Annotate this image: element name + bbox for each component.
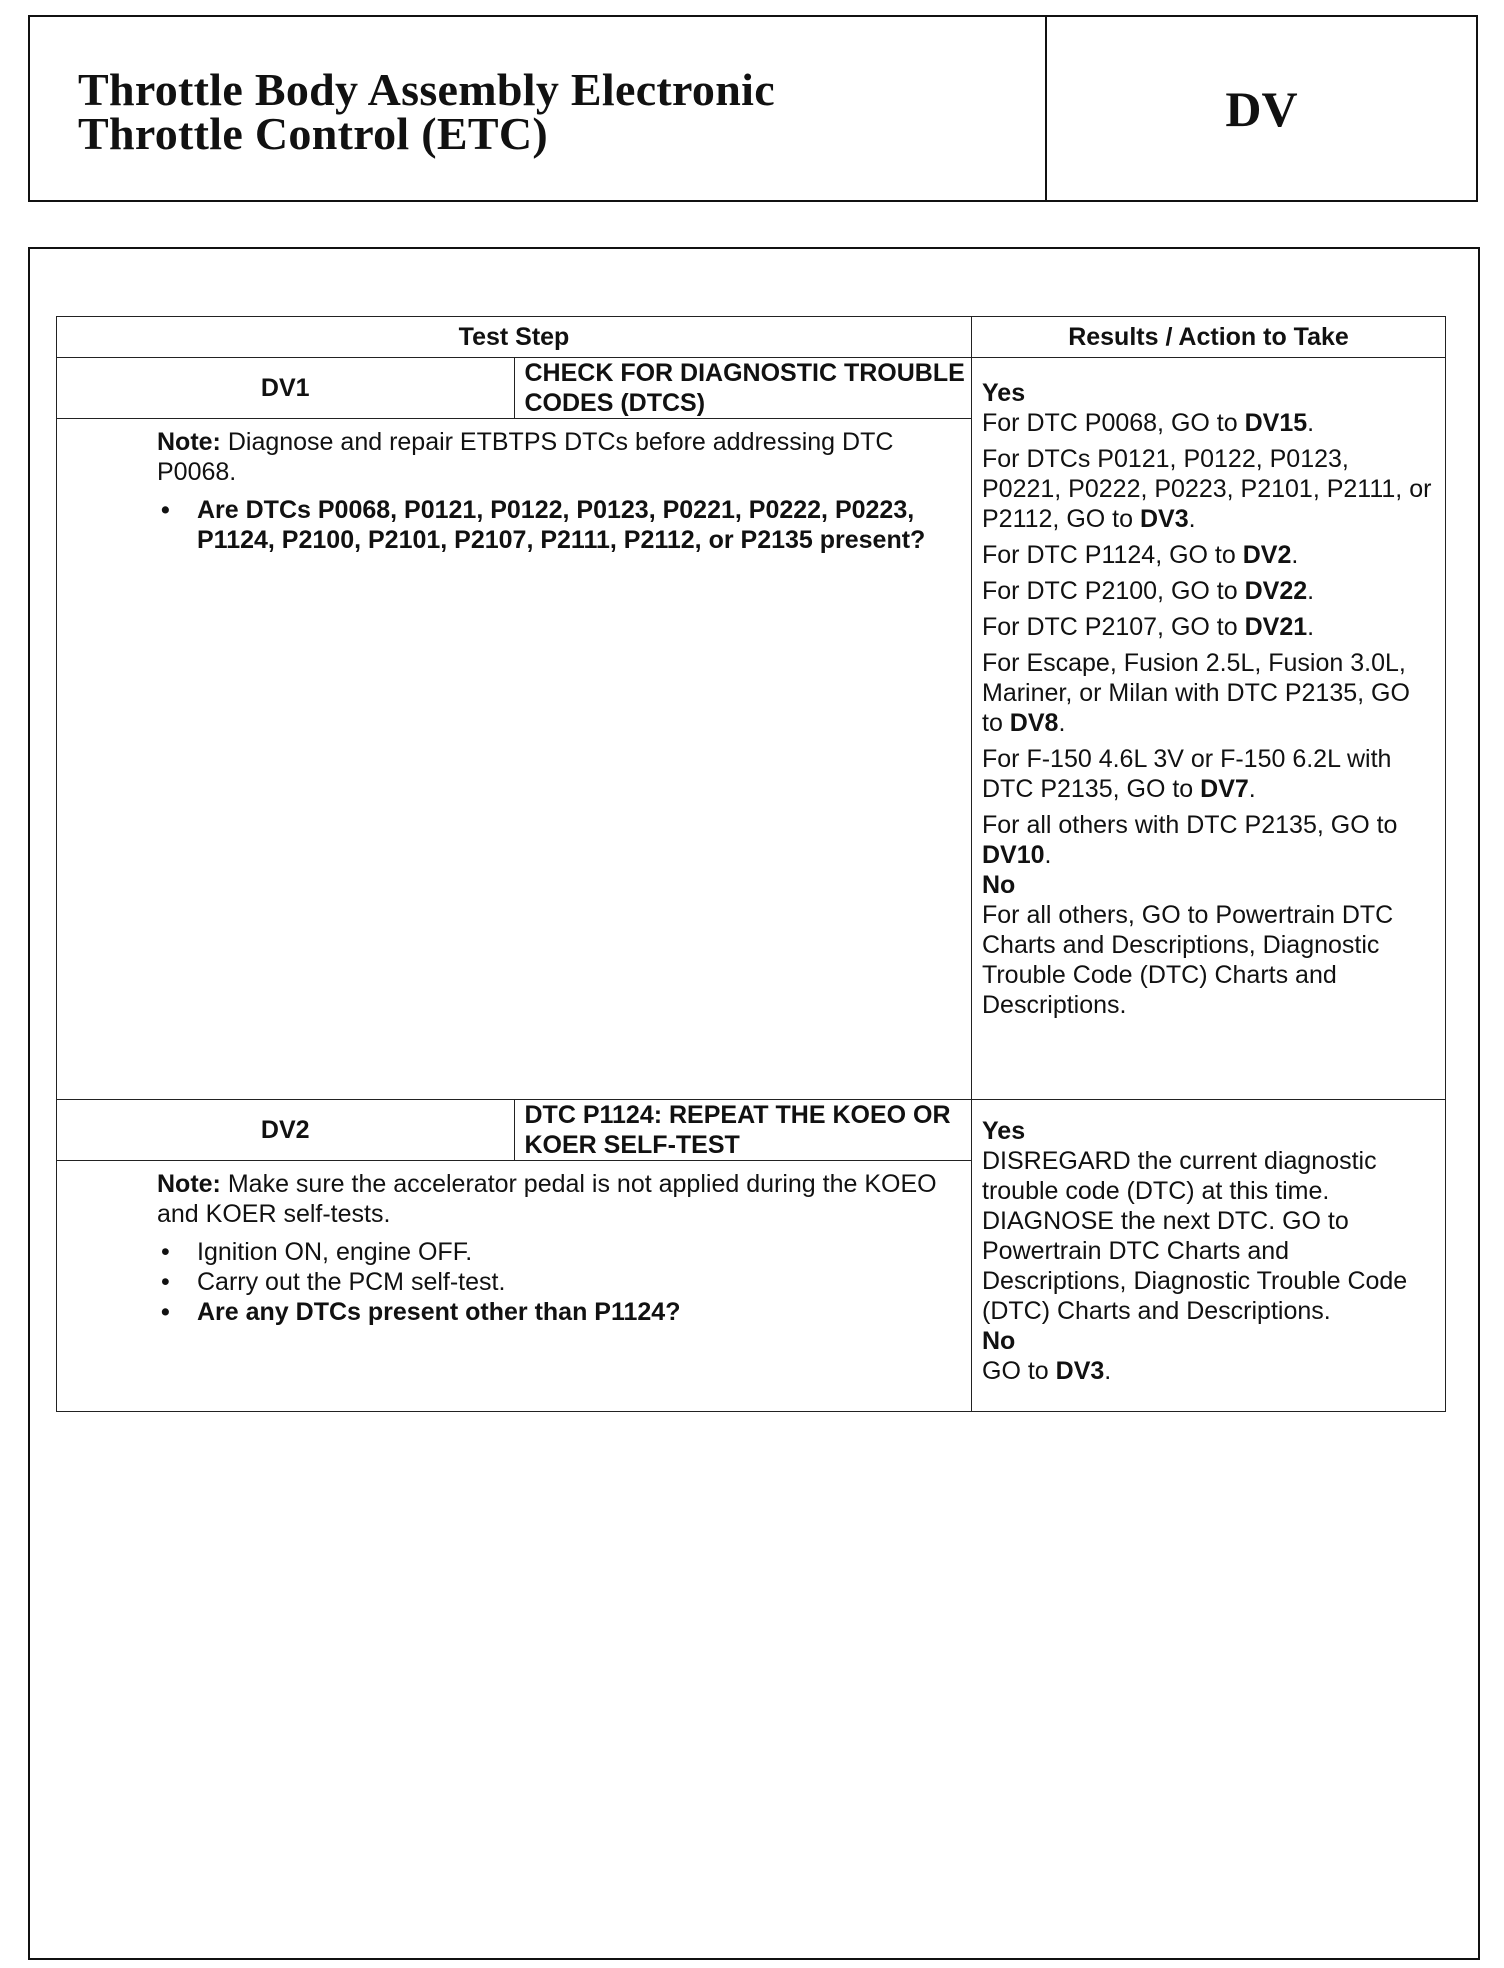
step-title-row (57, 1100, 1446, 1161)
go-to-link[interactable]: DV3 (1139, 505, 1189, 533)
step-body (57, 1161, 972, 1412)
step-id: DV1 (57, 358, 515, 419)
no-action: For all others, GO to Powertrain DTC Charts and Descriptions, Diagnostic Trouble Code (DTC) Charts and Descriptions. (982, 901, 1394, 1019)
step-note: Note: Diagnose and repair ETBTPS DTCs before addressing DTC P0068. (157, 428, 894, 486)
step-bullet-list (157, 1237, 951, 1327)
page-title-line-1: Throttle Body Assembly Electronic (78, 64, 775, 115)
go-to-link[interactable]: DV8 (1009, 709, 1059, 737)
go-to-link[interactable]: DV7 (1200, 775, 1249, 803)
result-action: For DTC P2107, GO to DV21. (982, 613, 1315, 641)
step-body (57, 419, 972, 1100)
header-box (28, 15, 1478, 202)
step-results (972, 1100, 1446, 1412)
step-note: Note: Make sure the accelerator pedal is not applied during the KOEO and KOER self-tests. (157, 1170, 937, 1228)
yes-label: Yes (982, 379, 1026, 407)
page-title-line-2: Throttle Control (ETC) (78, 108, 548, 159)
go-to-link[interactable]: DV21 (1244, 613, 1308, 641)
column-header-test-step: Test Step (57, 317, 972, 358)
go-to-link[interactable]: DV3 (1055, 1357, 1105, 1385)
step-id: DV2 (57, 1100, 515, 1161)
table-header-row (57, 317, 1446, 358)
yes-label: Yes (982, 1117, 1026, 1145)
result-action: For DTC P0068, GO to DV15. (982, 409, 1315, 437)
result-action: For DTCs P0121, P0122, P0123, P0221, P0222, P0223, P2101, P2111, or P2112, GO to DV3. (982, 445, 1432, 533)
step-results (972, 358, 1446, 1100)
result-action: For Escape, Fusion 2.5L, Fusion 3.0L, Mariner, or Milan with DTC P2135, GO to DV8. (982, 649, 1410, 737)
result-action: For F-150 4.6L 3V or F-150 6.2L with DTC P2135, GO to DV7. (982, 745, 1392, 803)
go-to-link[interactable]: DV22 (1244, 577, 1308, 605)
step-bullet: • Are any DTCs present other than P1124? (157, 1297, 951, 1327)
section-code: DV (1225, 80, 1298, 137)
yes-action: DISREGARD the current diagnostic trouble code (DTC) at this time. DIAGNOSE the next DTC. GO to Powertrain DTC Charts and Descriptions, Diagnostic Trouble Code (DTC) Charts and Descriptions. (982, 1147, 1408, 1325)
go-to-link[interactable]: DV10 (982, 841, 1045, 869)
page-title (78, 64, 1018, 159)
step-title-row (57, 358, 1446, 419)
step-title: DTC P1124: REPEAT THE KOEO OR KOER SELF-TEST (514, 1100, 972, 1161)
no-label: No (982, 871, 1016, 899)
go-to-link[interactable]: DV15 (1244, 409, 1308, 437)
step-title: CHECK FOR DIAGNOSTIC TROUBLE CODES (DTCS) (514, 358, 972, 419)
go-to-link[interactable]: DV2 (1242, 541, 1292, 569)
pinpoint-test-table (56, 316, 1446, 1412)
step-bullet: • Ignition ON, engine OFF. (157, 1237, 951, 1267)
result-action: For DTC P1124, GO to DV2. (982, 541, 1299, 569)
result-action: For DTC P2100, GO to DV22. (982, 577, 1315, 605)
step-bullet: • Are DTCs P0068, P0121, P0122, P0123, P0221, P0222, P0223, P1124, P2100, P2101, P2107, P2111, P2112, or P2135 present? (157, 495, 951, 555)
no-action: GO to DV3. (982, 1357, 1112, 1385)
no-label: No (982, 1327, 1016, 1355)
result-action: For all others with DTC P2135, GO to DV10. (982, 811, 1398, 869)
step-bullet-list (157, 495, 951, 555)
step-bullet: • Carry out the PCM self-test. (157, 1267, 951, 1297)
column-header-results: Results / Action to Take (972, 317, 1446, 358)
